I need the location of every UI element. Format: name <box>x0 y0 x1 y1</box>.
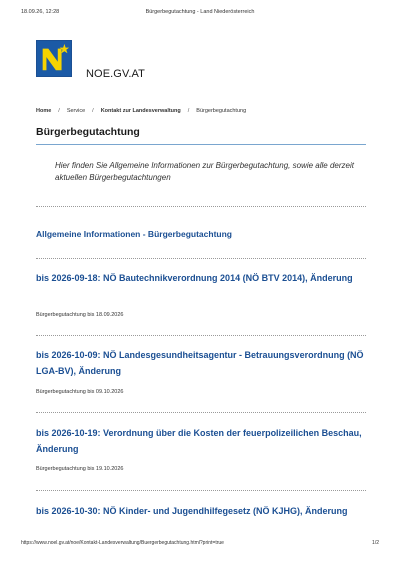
entry-title-link[interactable]: bis 2026-09-18: NÖ Bautechnikverordnung 2014 (NÖ BTV 2014), Änderung <box>36 273 353 283</box>
entry-subtitle: Bürgerbegutachtung bis 09.10.2026 <box>36 389 124 395</box>
title-divider <box>36 144 366 145</box>
site-name[interactable]: NOE.GV.AT <box>86 68 145 80</box>
print-header <box>21 9 379 19</box>
breadcrumb <box>36 108 246 114</box>
general-info-link[interactable]: Allgemeine Informationen - Bürgerbegutachtung <box>36 229 232 239</box>
print-url: https://www.noel.gv.at/noe/Kontakt-Landesverwaltung/Buergerbegutachtung.html?print=true <box>21 540 224 546</box>
entry-title-link[interactable]: bis 2026-10-19: Verordnung über die Kosten der feuerpolizeilichen Beschau, Änderung <box>36 428 362 454</box>
page-title: Bürgerbegutachtung <box>36 126 140 138</box>
entry-title-link[interactable]: bis 2026-10-30: NÖ Kinder- und Jugendhilfegesetz (NÖ KJHG), Änderung <box>36 506 348 516</box>
noe-logo-icon[interactable] <box>36 40 72 77</box>
divider <box>36 490 366 491</box>
breadcrumb-separator: / <box>92 108 94 114</box>
print-footer <box>21 540 379 548</box>
print-page-number: 1/2 <box>372 540 379 546</box>
print-title: Bürgerbegutachtung - Land Niederösterreich <box>145 9 255 15</box>
entry-title-link[interactable]: bis 2026-10-09: NÖ Landesgesundheitsagentur - Betrauungsverordnung (NÖ LGA-BV), Änderung <box>36 350 364 376</box>
print-datetime: 18.09.26, 12:28 <box>21 9 60 15</box>
entry-subtitle: Bürgerbegutachtung bis 18.09.2026 <box>36 312 124 318</box>
breadcrumb-current: Bürgerbegutachtung <box>196 108 247 114</box>
divider <box>36 258 366 259</box>
breadcrumb-separator: / <box>58 108 60 114</box>
divider <box>36 412 366 413</box>
intro-text: Hier finden Sie Allgemeine Informationen zur Bürgerbegutachtung, sowie alle derzeit aktuellen Bürgerbegutachtungen <box>55 161 354 182</box>
entry-subtitle: Bürgerbegutachtung bis 19.10.2026 <box>36 466 124 472</box>
divider <box>36 335 366 336</box>
breadcrumb-kontakt[interactable]: Kontakt zur Landesverwaltung <box>100 108 181 114</box>
divider <box>36 206 366 207</box>
breadcrumb-home[interactable]: Home <box>36 108 52 114</box>
breadcrumb-separator: / <box>187 108 190 114</box>
breadcrumb-service[interactable]: Service <box>66 108 86 114</box>
